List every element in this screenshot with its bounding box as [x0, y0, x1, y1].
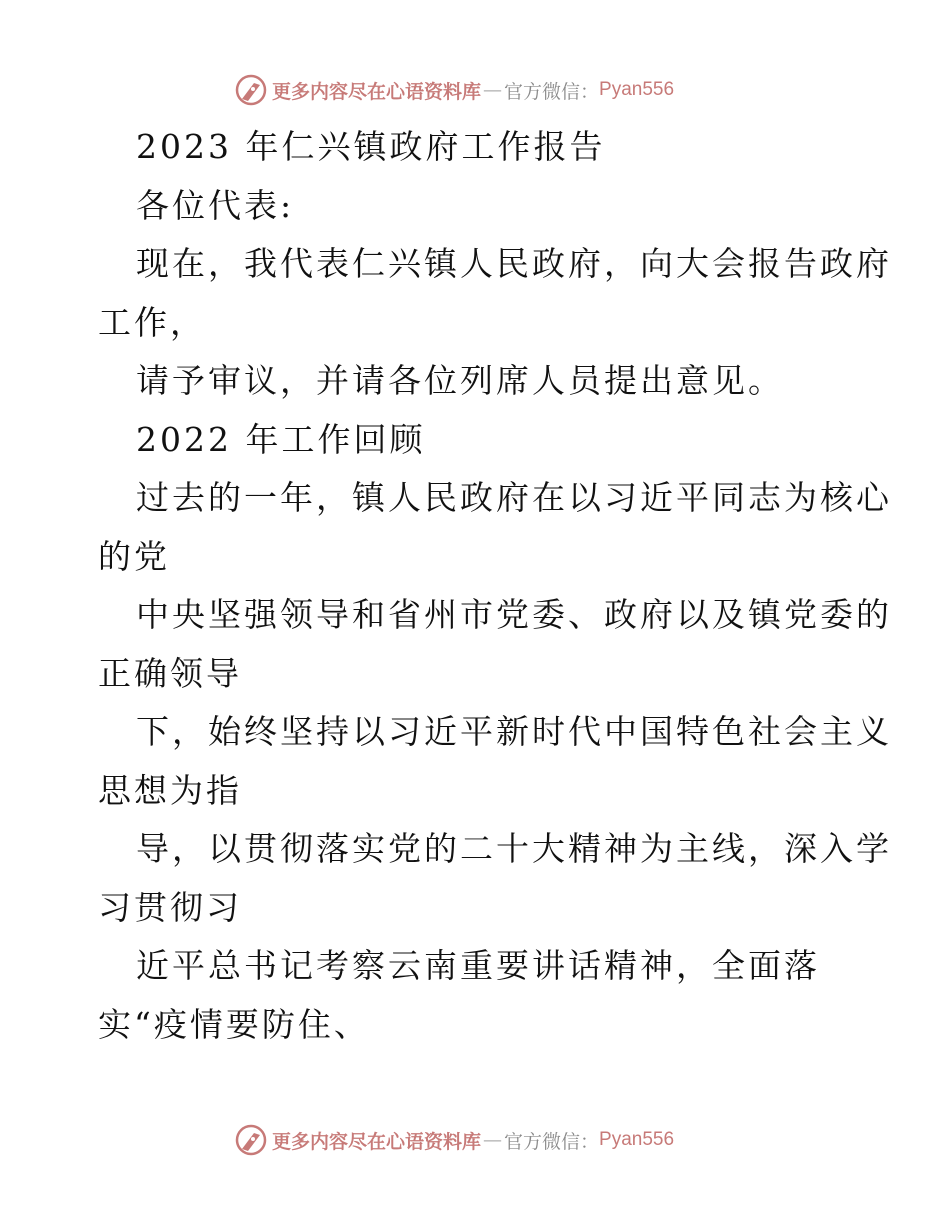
watermark-wechat-label: 官方微信： — [504, 1130, 600, 1153]
text-line: 导，以贯彻落实党的二十大精神为主线，深入学 — [136, 829, 892, 868]
text-line: 2023 年仁兴镇政府工作报告 — [136, 127, 606, 166]
pen-nib-circle-icon — [234, 73, 268, 107]
text-line: 各位代表: — [136, 185, 295, 225]
text-line: 工作， — [98, 302, 206, 342]
watermark-wechat-id: Pyan556 — [599, 79, 675, 100]
watermark-dash: — — [483, 79, 503, 101]
text-line: 过去的一年，镇人民政府在以习近平同志为核心 — [136, 478, 892, 517]
watermark-wechat-id: Pyan556 — [599, 1129, 675, 1150]
text-line: 近平总书记考察云南重要讲话精神，全面落 — [136, 946, 820, 985]
text-line: 中央坚强领导和省州市党委、政府以及镇党委的 — [136, 595, 892, 634]
text-line: 正确领导 — [98, 653, 242, 693]
watermark-text: 更多内容尽在心语资料库 — [272, 80, 482, 103]
watermark-dash: — — [483, 1129, 503, 1151]
header-watermark — [234, 70, 734, 110]
text-line: 实“疫情要防住、 — [98, 1004, 370, 1044]
text-line: 习贯彻习 — [98, 887, 242, 927]
text-line: 下，始终坚持以习近平新时代中国特色社会主义 — [136, 712, 892, 751]
footer-watermark — [234, 1120, 734, 1160]
text-line: 思想为指 — [98, 770, 242, 810]
document-body — [98, 118, 892, 1054]
watermark-wechat-label: 官方微信： — [504, 80, 600, 103]
text-line: 的党 — [98, 536, 170, 576]
pen-nib-circle-icon — [234, 1123, 268, 1157]
text-line: 2022 年工作回顾 — [136, 419, 426, 459]
watermark-text: 更多内容尽在心语资料库 — [272, 1130, 482, 1153]
text-line: 现在，我代表仁兴镇人民政府，向大会报告政府 — [136, 244, 892, 283]
text-line: 请予审议，并请各位列席人员提出意见。 — [136, 361, 784, 400]
